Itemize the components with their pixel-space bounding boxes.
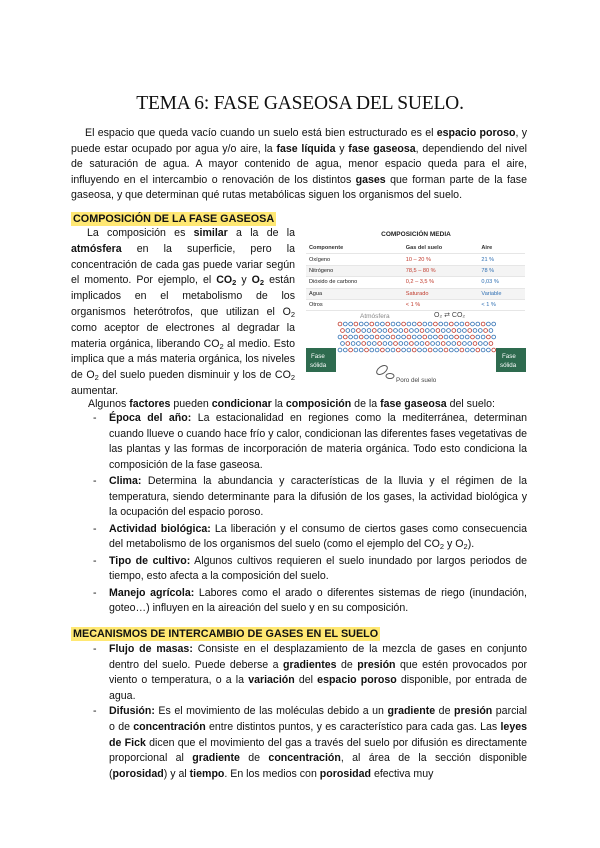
gas-bubble [452, 342, 456, 346]
gas-bubble [388, 329, 392, 333]
gas-bubble [439, 335, 443, 339]
atmosphere-label: Atmósfera [360, 313, 390, 320]
table-cell: < 1 % [478, 299, 525, 310]
gas-bubble [372, 342, 376, 346]
gas-bubble [410, 329, 414, 333]
list-item: - Época del año: La estacionalidad en regiones como la mediterránea, determinan cuando llueve o cuando hace frío y calor, condicionan las diferentes fases vegetativas de las plantas y las formas de incorporación de materia orgánica. Todo esto condiciona la composición de la fase gaseosa. [93, 411, 527, 473]
gas-bubble [492, 335, 496, 339]
gas-bubble [394, 342, 398, 346]
gas-bubble [473, 329, 477, 333]
gas-bubble [452, 329, 456, 333]
solid-phase-label-2: sólida [500, 362, 517, 369]
liquid-phase-label-2: sólida [310, 362, 327, 369]
gas-bubble [418, 322, 422, 326]
gas-bubble [478, 342, 482, 346]
figure-table-title: COMPOSICIÓN MEDIA [381, 231, 451, 238]
gas-bubble [473, 342, 477, 346]
gas-bubble [441, 342, 445, 346]
gas-bubble [378, 342, 382, 346]
gas-bubble [423, 322, 427, 326]
gas-bubble [434, 322, 438, 326]
gas-bubble [367, 342, 371, 346]
gas-bubble [484, 329, 488, 333]
gas-bubble [365, 348, 369, 352]
gas-bubble [471, 335, 475, 339]
gas-bubble [460, 322, 464, 326]
gas-bubble [476, 335, 480, 339]
table-cell: Saturado [403, 288, 479, 299]
table-cell: 0,03 % [478, 277, 525, 288]
gas-bubble [468, 342, 472, 346]
gas-bubble [354, 322, 358, 326]
gas-bubble [359, 322, 363, 326]
gas-bubble [402, 322, 406, 326]
gas-bubble [418, 348, 422, 352]
gas-bubble [372, 329, 376, 333]
table-header-cell: Aire [478, 243, 525, 254]
gas-bubble [455, 322, 459, 326]
table-cell: < 1 % [403, 299, 479, 310]
gas-bubble [365, 335, 369, 339]
gas-bubble [463, 329, 467, 333]
gas-bubble [343, 322, 347, 326]
gas-bubble [338, 335, 342, 339]
gas-bubble [481, 322, 485, 326]
gas-bubble [423, 335, 427, 339]
table-cell: Otros [306, 299, 403, 310]
table-row [306, 265, 525, 276]
gas-bubble [357, 329, 361, 333]
gas-bubble [449, 322, 453, 326]
gas-bubble [388, 342, 392, 346]
gas-bubble [444, 348, 448, 352]
gas-bubble [444, 335, 448, 339]
gas-bubble [407, 348, 411, 352]
gas-bubble [460, 335, 464, 339]
gas-bubble [396, 348, 400, 352]
gas-bubble [489, 342, 493, 346]
solid-phase-box [496, 348, 526, 372]
gas-bubble [463, 342, 467, 346]
table-header-row [306, 243, 525, 254]
gas-bubble [487, 348, 491, 352]
gas-bubble [410, 342, 414, 346]
gas-bubble [428, 348, 432, 352]
gas-bubble [378, 329, 382, 333]
gas-bubble [338, 348, 342, 352]
gas-bubble [465, 348, 469, 352]
soil-organism-icon [375, 364, 394, 379]
gas-bubble [412, 335, 416, 339]
gas-bubble [468, 329, 472, 333]
mechanisms-list [93, 642, 527, 782]
table-cell: Variable [478, 288, 525, 299]
gas-bubble [481, 348, 485, 352]
gas-bubble [457, 329, 461, 333]
table-header-cell: Componente [306, 243, 403, 254]
gas-bubble [375, 335, 379, 339]
table-row [306, 288, 525, 299]
gas-bubble [383, 329, 387, 333]
gas-bubble [420, 329, 424, 333]
factors-list [93, 411, 527, 618]
gas-bubble [394, 329, 398, 333]
gas-bubble [425, 329, 429, 333]
table-cell: Dióxido de carbono [306, 277, 403, 288]
table-body [306, 254, 525, 311]
gas-bubble [375, 322, 379, 326]
soil-diagram [304, 308, 528, 384]
gas-bubble [359, 335, 363, 339]
gas-bubble [489, 329, 493, 333]
gas-bubble [465, 322, 469, 326]
gas-bubble [431, 329, 435, 333]
composition-table [306, 243, 525, 311]
gas-bubble [351, 342, 355, 346]
liquid-phase-box [306, 348, 336, 372]
pore-label: Poro del suelo [396, 377, 437, 384]
factors-intro: Algunos factores pueden condicionar la composición de la fase gaseosa del suelo: [88, 398, 495, 410]
gas-exchange-label: O₂ ⇄ CO₂ [434, 312, 466, 319]
table-cell: 21 % [478, 254, 525, 265]
gas-bubble [457, 342, 461, 346]
gas-bubble [465, 335, 469, 339]
gas-bubble [415, 342, 419, 346]
gas-bubble [484, 342, 488, 346]
gas-bubble [455, 348, 459, 352]
gas-bubble [487, 322, 491, 326]
gas-bubble [396, 322, 400, 326]
solid-phase-label-1: Fase [502, 353, 516, 360]
gas-bubble [447, 342, 451, 346]
composition-paragraph: La composición es similar a la de la atmósfera en la superficie, pero la concentración de cada gas puede variar según el momento. Por ejemplo, el $CO_2$ y $O_2$ están implicados en el metabolismo de los organismos heterótrofos, que utilizan el $O_2$ como aceptor de electrones al degradar la materia orgánica, liberando $CO_2$ al medio. Esto implica que a más materia orgánica, los niveles de $O_2$ del suelo pueden disminuir y los de $CO_2$ aumentar. [71, 227, 295, 397]
table-cell: Agua [306, 288, 403, 299]
section-heading-composition: COMPOSICIÓN DE LA FASE GASEOSA [73, 213, 275, 225]
table-cell: Nitrógeno [306, 265, 403, 276]
gas-bubble [354, 335, 358, 339]
gas-bubble [436, 342, 440, 346]
table-cell: 0,2 – 3,5 % [403, 277, 479, 288]
gas-bubble [492, 322, 496, 326]
page-title: TEMA 6: FASE GASEOSA DEL SUELO. [136, 93, 464, 114]
gas-bubble [428, 335, 432, 339]
gas-bubble [343, 348, 347, 352]
gas-bubble [471, 348, 475, 352]
table-cell: 10 – 20 % [403, 254, 479, 265]
gas-bubble [449, 348, 453, 352]
gas-bubble [357, 342, 361, 346]
gas-bubble [341, 342, 345, 346]
table-row [306, 277, 525, 288]
gas-bubble [402, 348, 406, 352]
list-item: - Flujo de masas: Consiste en el desplazamiento de la mezcla de gases en conjunto dentro del suelo. Puede deberse a gradientes de presión que estén provocados por viento o temperatura, o a la variación del espacio poroso disponible, por entrada de agua. [93, 642, 527, 704]
list-item: - Actividad biológica: La liberación y el consumo de ciertos gases como consecuencia del metabolismo de los organismos del suelo (como el ejemplo del $CO_2$ y $O_2$). [93, 522, 527, 553]
gas-bubble [349, 322, 353, 326]
gas-bubble [383, 342, 387, 346]
section-heading-mechanisms: MECANISMOS DE INTERCAMBIO DE GASES EN EL SUELO [73, 628, 379, 640]
gas-bubble [412, 322, 416, 326]
gas-bubble [434, 348, 438, 352]
gas-bubble [370, 335, 374, 339]
table-row [306, 254, 525, 265]
gas-bubble [338, 322, 342, 326]
table-cell: 78 % [478, 265, 525, 276]
gas-bubble [481, 335, 485, 339]
gas-bubble [476, 348, 480, 352]
gas-bubble [407, 322, 411, 326]
gas-bubble [343, 335, 347, 339]
gas-bubble [386, 335, 390, 339]
gas-bubble [391, 322, 395, 326]
gas-bubble [386, 348, 390, 352]
gas-bubble [476, 322, 480, 326]
gas-bubbles [338, 322, 496, 352]
gas-bubble [471, 322, 475, 326]
gas-bubble [399, 329, 403, 333]
gas-bubble [391, 335, 395, 339]
list-item: - Difusión: Es el movimiento de las moléculas debido a un gradiente de presión parcial o de concentración entre distintos puntos, y es característico para cada gas. Las leyes de Fick dicen que el movimiento del gas a través del suelo por difusión es directamente proporcional al gradiente de concentración, al área de la sección disponible (porosidad) y al tiempo. En los medios con porosidad efectiva muy [93, 704, 527, 782]
table-cell: Oxígeno [306, 254, 403, 265]
gas-bubble [487, 335, 491, 339]
gas-bubble [381, 335, 385, 339]
gas-bubble [478, 329, 482, 333]
gas-bubble [439, 322, 443, 326]
gas-bubble [381, 348, 385, 352]
gas-bubble [455, 335, 459, 339]
gas-bubble [431, 342, 435, 346]
list-item: - Manejo agrícola: Labores como el arado o diferentes sistemas de riego (inundación, goteo…) influyen en la aireación del suelo y en su composición. [93, 586, 527, 617]
gas-bubble [423, 348, 427, 352]
list-item: - Tipo de cultivo: Algunos cultivos requieren el suelo inundado por largos periodos de tiempo, esto afecta a la composición del suelo. [93, 554, 527, 585]
gas-bubble [418, 335, 422, 339]
table-cell: 78,5 – 80 % [403, 265, 479, 276]
gas-bubble [492, 348, 496, 352]
gas-bubble [449, 335, 453, 339]
gas-bubble [428, 322, 432, 326]
gas-bubble [444, 322, 448, 326]
gas-bubble [412, 348, 416, 352]
liquid-phase-label-1: Fase [311, 353, 325, 360]
gas-bubble [349, 348, 353, 352]
gas-bubble [447, 329, 451, 333]
gas-bubble [351, 329, 355, 333]
gas-bubble [420, 342, 424, 346]
gas-bubble [375, 348, 379, 352]
gas-bubble [370, 348, 374, 352]
gas-bubble [346, 342, 350, 346]
gas-bubble [341, 329, 345, 333]
gas-bubble [399, 342, 403, 346]
gas-bubble [370, 322, 374, 326]
gas-bubble [460, 348, 464, 352]
gas-bubble [365, 322, 369, 326]
gas-bubble [359, 348, 363, 352]
gas-bubble [404, 329, 408, 333]
gas-bubble [439, 348, 443, 352]
gas-bubble [386, 322, 390, 326]
gas-bubble [402, 335, 406, 339]
table-header-cell: Gas del suelo [403, 243, 479, 254]
gas-bubble [396, 335, 400, 339]
gas-bubble [367, 329, 371, 333]
gas-bubble [354, 348, 358, 352]
gas-bubble [436, 329, 440, 333]
gas-bubble [407, 335, 411, 339]
gas-bubble [346, 329, 350, 333]
composition-figure [304, 224, 528, 384]
gas-bubble [391, 348, 395, 352]
list-item: - Clima: Determina la abundancia y características de la lluvia y el régimen de la temperatura, siendo determinante para la difusión de los gases, la actividad biológica y la ocupación del espacio poroso. [93, 474, 527, 521]
gas-bubble [404, 342, 408, 346]
gas-bubble [425, 342, 429, 346]
gas-bubble [415, 329, 419, 333]
gas-bubble [362, 329, 366, 333]
gas-bubble [441, 329, 445, 333]
gas-bubble [362, 342, 366, 346]
gas-bubble [349, 335, 353, 339]
gas-bubble [434, 335, 438, 339]
intro-paragraph: El espacio que queda vacío cuando un suelo está bien estructurado es el espacio poroso, y puede estar ocupado por agua y/o aire, la fase líquida y fase gaseosa, dependiendo del nivel de saturación de agua. A mayor contenido de agua, menor espacio queda para el aire, influyendo en el intercambio o renovación de los distintos gases que forman parte de la fase gaseosa, y que determinan qué rutas metabólicas siguen los organismos del suelo. [71, 127, 527, 202]
gas-bubble [381, 322, 385, 326]
